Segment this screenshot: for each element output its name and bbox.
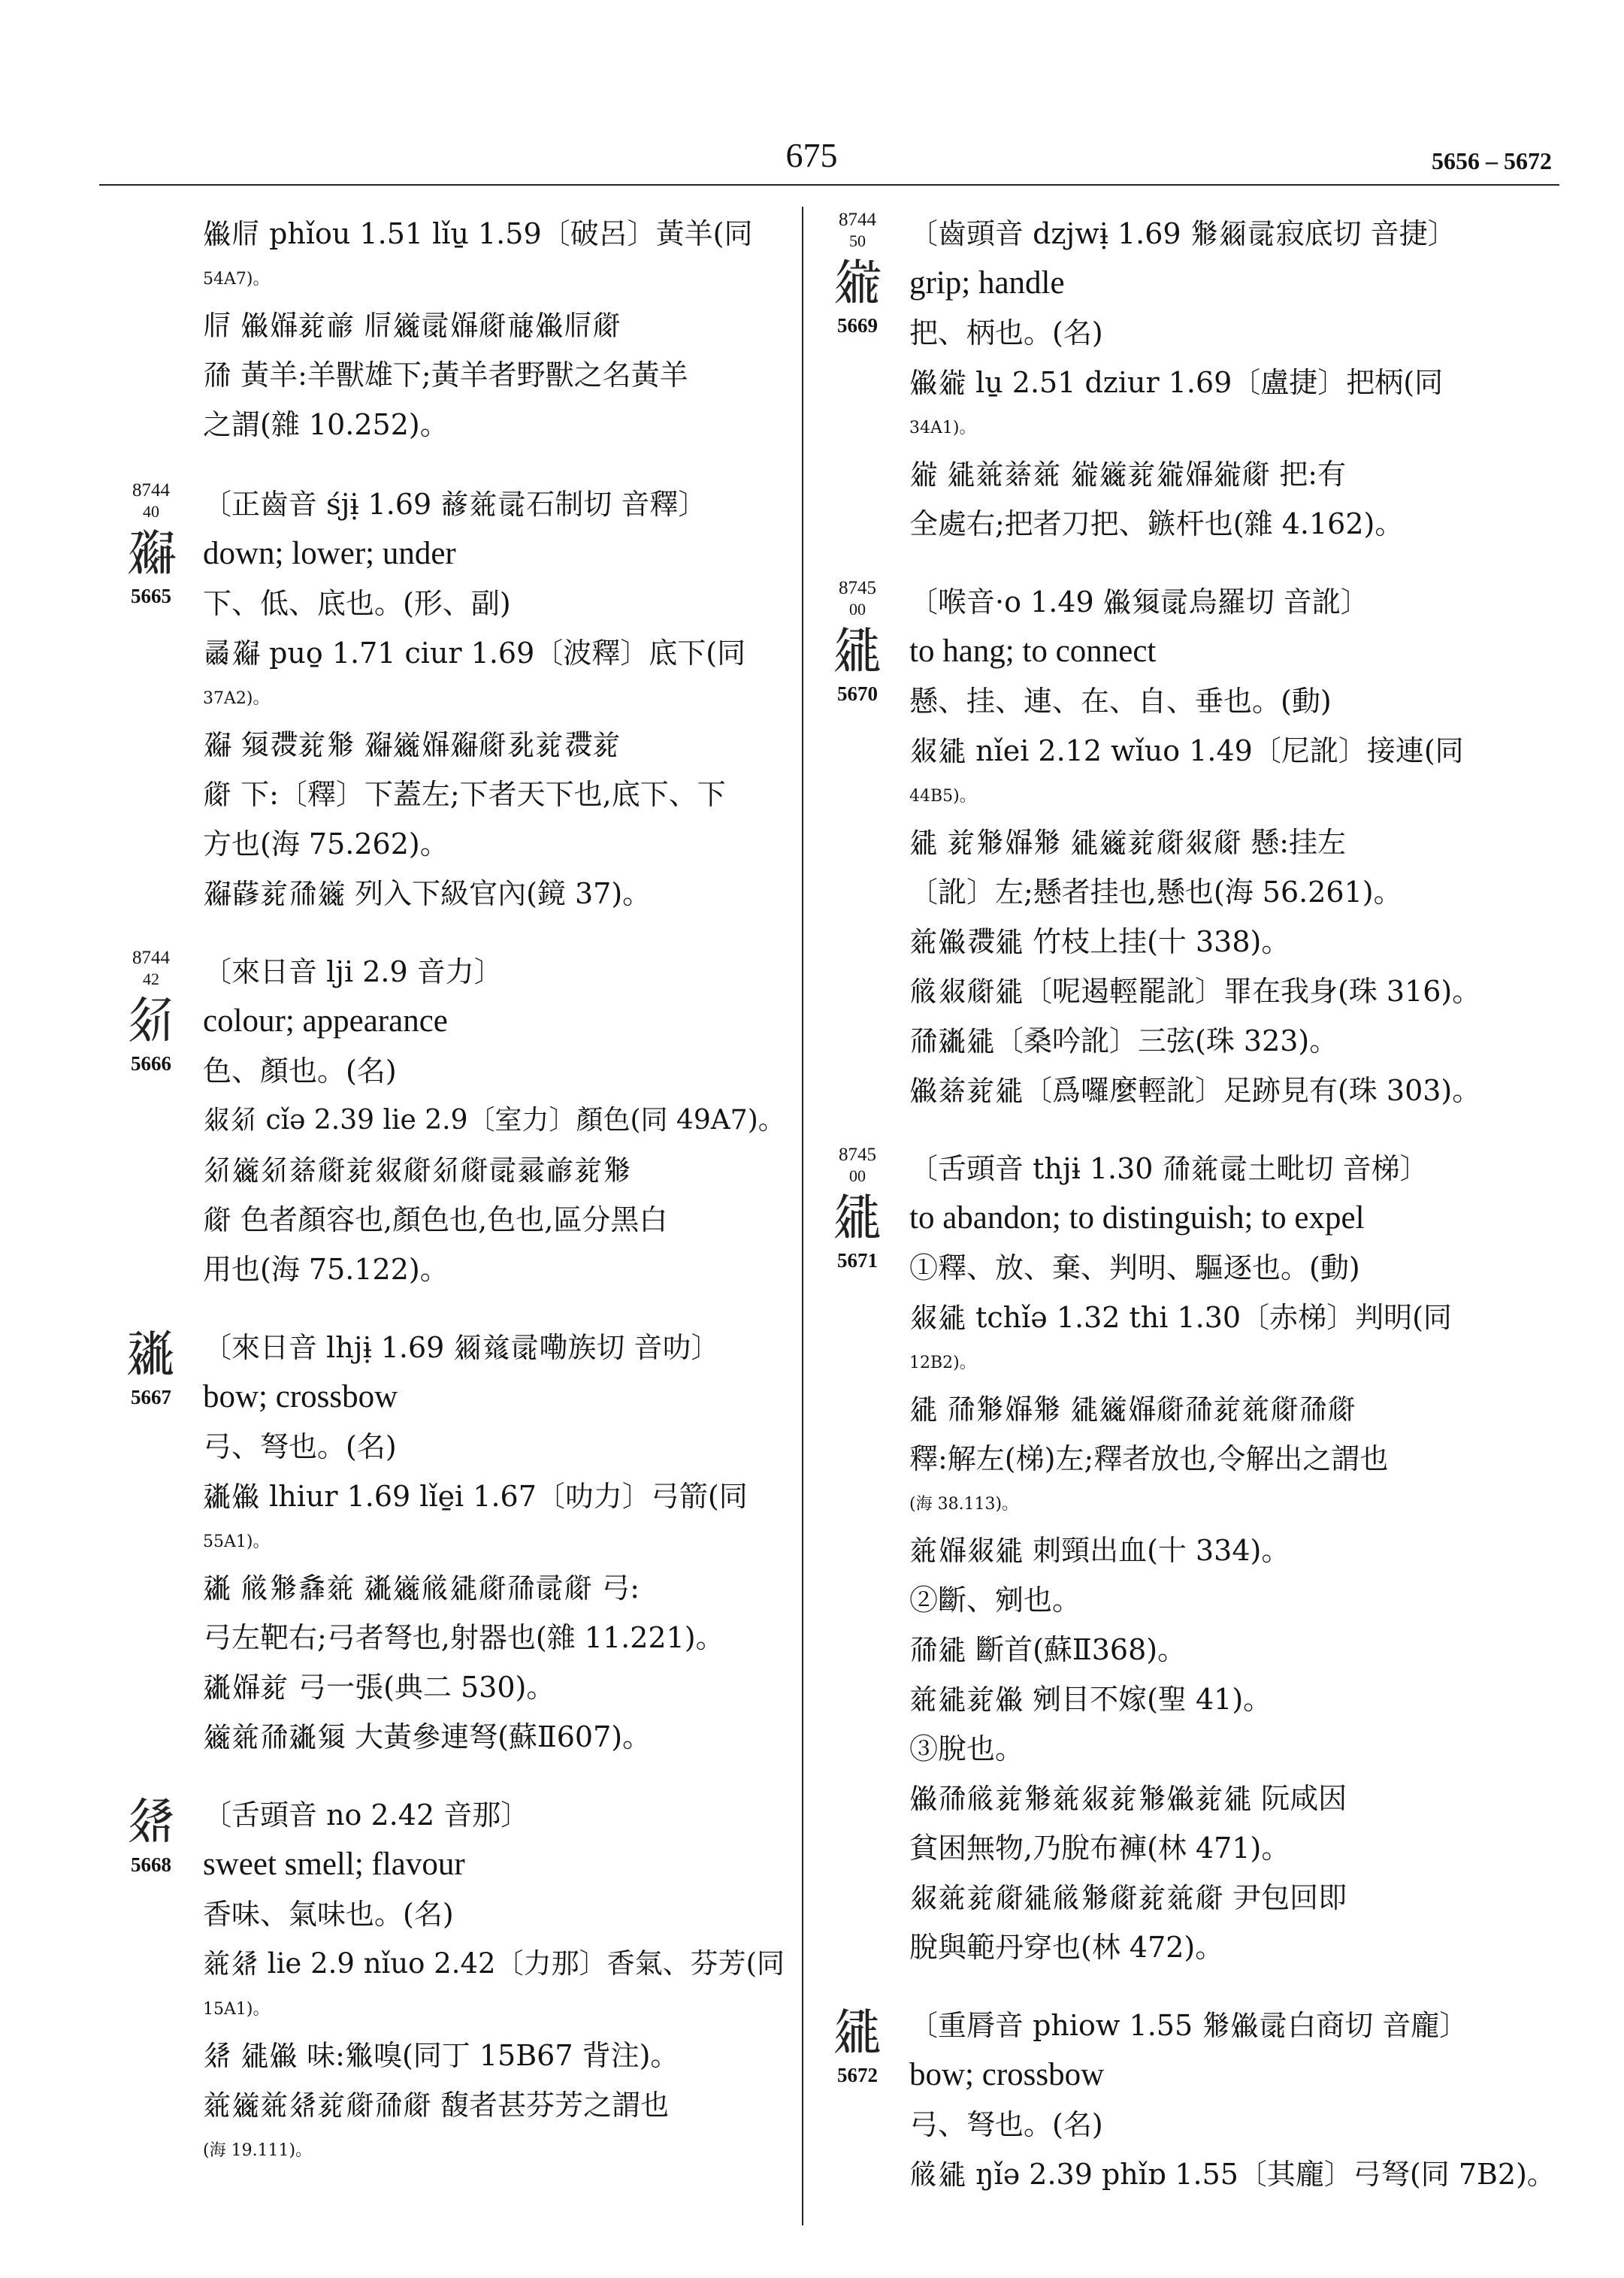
head-glyph: 𗨁 [833, 253, 882, 311]
entry-line: 𗗙𗧓 斷首(蘇Ⅱ368)。 [909, 1633, 1187, 1666]
entry-line: 把、柄也。(名) [909, 316, 1103, 349]
entry-gloss: bow; crossbow [909, 2057, 1105, 2092]
entry-line: 𗏅𗧓 ŋǐə 2.39 phǐɒ 1.55〔其龐〕弓弩(同 7B2)。 [909, 2158, 1556, 2191]
entry-line: 𗡶𗏹 lhiur 1.69 lǐe̱i 1.67〔叻力〕弓箭(同 [203, 1480, 748, 1513]
entry-line: 37A2)。 [203, 689, 270, 708]
entry-line: ①釋、放、棄、判明、驅逐也。(動) [909, 1251, 1360, 1284]
entry-line: 𗧓 𗗙𗊬𗏵𗊬 𗧓𗫂𗏵𗏆𗗙𗐱𗑾𗏆𗗙𗏆 [909, 1393, 1356, 1426]
entry-line: 𗰭𗘅 puo̱ 1.71 ciur 1.69〔波釋〕底下(同 [203, 637, 746, 670]
entry-line: 〔喉音·o 1.49 𗏹𗊪𗕑烏羅切 音訛〕 [909, 585, 1369, 619]
entry-line: 釋:解左(梯)左;釋者放也,令解出之謂也 [909, 1442, 1389, 1475]
entry-gloss: grip; handle [909, 265, 1065, 301]
entry-line: 54A7)。 [203, 270, 270, 289]
entry-line: 𗑾𗏵𗤒𗧓 刺頸出血(十 334)。 [909, 1534, 1290, 1567]
head-glyph: 𗧓 [833, 2003, 882, 2061]
entry-line: 44B5)。 [909, 787, 976, 806]
entry-line: 脫與範丹穿也(林 472)。 [909, 1931, 1224, 1964]
entry-line: 𗗙 黃羊:羊獸雄下;黃羊者野獸之名黃羊 [203, 358, 688, 392]
entry-line: 𗏆 色者顏容也,顏色也,色也,區分黑白 [203, 1203, 668, 1236]
head-glyph: 𗧓 [833, 1188, 882, 1246]
entry-line: 𗏹𗨁 lu̱ 2.51 dziur 1.69〔盧捷〕把柄(同 [909, 366, 1444, 399]
entry-number: 5666 [131, 1052, 171, 1075]
entry-number: 5670 [837, 682, 878, 705]
entry-gutter [110, 947, 192, 1075]
entry-ref-sub: 42 [143, 970, 159, 988]
head-glyph: 𗣉 [126, 1792, 176, 1850]
entry-line: 弓、弩也。(名) [909, 2108, 1103, 2141]
entry-number: 5665 [131, 585, 171, 607]
entry-gutter [110, 479, 192, 608]
entry-line: 𗏅𗤒𗏆𗧓〔呢遏輕罷訛〕罪在我身(珠 316)。 [909, 975, 1481, 1008]
entry-line: 12B2)。 [909, 1354, 976, 1372]
entry-line: 𗑾𗧓𗐱𗏹 剜目不嫁(聖 41)。 [909, 1683, 1272, 1716]
entry-line: 方也(海 75.262)。 [203, 827, 449, 861]
entry-ref-sub: 00 [849, 600, 866, 619]
entry-gloss: sweet smell; flavour [203, 1847, 465, 1882]
entry-gloss: colour; appearance [203, 1003, 448, 1039]
entry-line: 之謂(雜 10.252)。 [203, 408, 449, 441]
entry-ref-sub: 50 [849, 231, 866, 250]
entry-line: 〔舌頭音 thjɨ 1.30 𗗙𗑾𗕑土毗切 音梯〕 [909, 1152, 1429, 1185]
entry-line: (海 38.113)。 [909, 1495, 1019, 1514]
entry-line: 𗑾𗏹𗖯𗧓 竹枝上挂(十 338)。 [909, 925, 1290, 958]
entry-line: 𗏹𗄭 phǐou 1.51 lǐu̱ 1.59〔破呂〕黃羊(同 [203, 217, 753, 250]
entry-gutter [816, 2001, 899, 2087]
entry-ref: 8744 [839, 210, 876, 230]
entry-line: 𗄭 𗏹𗏵𗐱𗑗 𗄭𗫂𗕑𗏵𗏆𗑷𗏹𗄭𗏆 [203, 309, 621, 342]
entry-line: 〔舌頭音 no 2.42 音那〕 [203, 1799, 530, 1832]
entry-line: 15A1)。 [203, 2000, 270, 2019]
entry-line: 〔來日音 lji 2.9 音力〕 [203, 955, 503, 988]
entry-line: 𗏆 下:〔釋〕下蓋左;下者天下也,底下、下 [203, 778, 726, 811]
entry-number: 5667 [131, 1386, 171, 1408]
entry-line: 弓、弩也。(名) [203, 1430, 397, 1463]
head-glyph: 𗘅 [126, 524, 176, 582]
entry-line: 𗏹𗒇𗐱𗧓〔爲囉麼輕訛〕足跡見有(珠 303)。 [909, 1074, 1481, 1107]
entry-gloss: to abandon; to distinguish; to expel [909, 1200, 1365, 1236]
entry-number: 5671 [837, 1249, 878, 1272]
entry-line: 𗤒𗧓 nǐei 2.12 wǐuo 1.49〔尼訛〕接連(同 [909, 734, 1464, 767]
entry-line: 𗑾𗫂𗑾𗣉𗐱𗏆𗗙𗏆 馥者甚芬芳之謂也 [203, 2089, 670, 2122]
entry-line: 𗡶 𗏅𗊬𗐕𗑾 𗡶𗫂𗏅𗧓𗏆𗗙𗕑𗏆 弓: [203, 1572, 640, 1605]
entry-line: (海 19.111)。 [203, 2141, 313, 2160]
entry-line: 全處右;把者刀把、鏃杆也(雜 4.162)。 [909, 507, 1404, 540]
entry-line: 貧困無物,乃脫布褲(林 471)。 [909, 1832, 1290, 1865]
dictionary-entry [113, 1323, 789, 1762]
entry-ref-sub: 40 [143, 502, 159, 521]
entry-number: 5669 [837, 314, 878, 337]
entry-line: 𗘅𗛧𗐱𗗙𗫂 列入下級官內(鏡 37)。 [203, 877, 652, 910]
entry-line: ③脫也。 [909, 1732, 1024, 1765]
head-glyph: 𗡶 [126, 1325, 176, 1383]
entry-line: 𗏹𗗙𗏅𗐱𗊬𗑾𗤒𗐱𗊬𗏹𗐱𗧓 阮咸因 [909, 1782, 1347, 1815]
entry-line: 用也(海 75.122)。 [203, 1253, 449, 1286]
entry-line: 〔正齒音 śjɨ̣ 1.69 𗒘𗑾𗕑石制切 音釋〕 [203, 488, 707, 521]
entry-line: 𗑾𗣉 lie 2.9 nǐuo 2.42〔力那〕香氣、芬芳(同 [203, 1947, 785, 1980]
entry-line: 𗡶𗏵𗐱 弓一張(典二 530)。 [203, 1671, 555, 1704]
entry-line: 香味、氣味也。(名) [203, 1898, 454, 1931]
entry-line: 色、顏也。(名) [203, 1054, 397, 1088]
entry-gutter [816, 577, 899, 706]
entry-gutter [110, 1323, 192, 1409]
continuation-entry [113, 209, 789, 449]
entry-gutter [816, 209, 899, 337]
entry-line: 𗨁 𗧓𗑾𗒇𗑾 𗨁𗫂𗐱𗨁𗏵𗨁𗏆 把:有 [909, 458, 1347, 491]
header-rule [99, 184, 1559, 186]
entry-number: 5668 [131, 1853, 171, 1876]
entry-line: 𗤒𗢯 cǐə 2.39 lie 2.9〔室力〕顏色(同 49A7)。 [203, 1105, 785, 1136]
entry-line: 34A1)。 [909, 419, 976, 437]
head-glyph: 𗢯 [126, 991, 176, 1049]
entry-line: 下、低、底也。(形、副) [203, 587, 511, 620]
entry-ref: 8744 [132, 948, 170, 968]
entry-line: 𗧓 𗐱𗊬𗏵𗊬 𗧓𗫂𗐱𗏆𗤒𗏆 懸:挂左 [909, 826, 1347, 859]
entry-gutter [816, 1144, 899, 1272]
entry-gutter [110, 1790, 192, 1877]
left-column [113, 209, 789, 2201]
entry-line: 𗢯𗫂𗢯𗒇𗏆𗐱𗤒𗏆𗢯𗏆𗕑𗕥𗑗𗐱𗊬 [203, 1154, 632, 1187]
column-divider [802, 207, 803, 2225]
entry-ref-sub: 00 [849, 1166, 866, 1185]
head-glyph: 𗧓 [833, 622, 882, 679]
dictionary-entry [113, 1790, 789, 2172]
entry-line: 55A1)。 [203, 1532, 270, 1551]
dictionary-entry [113, 479, 789, 918]
dictionary-entry [819, 1144, 1571, 1972]
entry-ref: 8744 [132, 480, 170, 501]
dictionary-entry [819, 577, 1571, 1115]
entry-gloss: down; lower; under [203, 536, 456, 571]
entry-ref: 8745 [839, 578, 876, 598]
page-number: 675 [785, 136, 838, 174]
entry-line: 弓左靶右;弓者弩也,射器也(雜 11.221)。 [203, 1621, 724, 1654]
entry-line: 𗣉 𗧓𗏹 味:𗋰嗅(同丁 15B67 背注)。 [203, 2039, 679, 2072]
page-range: 5656 – 5672 [1432, 147, 1552, 174]
entry-line: 𗗙𗡶𗧓〔桑吟訛〕三弦(珠 323)。 [909, 1024, 1338, 1057]
entry-line: 懸、挂、連、在、自、垂也。(動) [909, 685, 1332, 718]
entry-line: ②斷、剜也。 [909, 1584, 1081, 1617]
entry-line: 𗤒𗑾𗐱𗏆𗧓𗏅𗊬𗏆𗐱𗑾𗏆 尹包回即 [909, 1881, 1347, 1914]
entry-line: 〔重脣音 phiow 1.55 𗊬𗏹𗕑白商切 音龐〕 [909, 2009, 1468, 2042]
entry-line: 〔齒頭音 dzjwɨ̣ 1.69 𗊬𗥃𗕑寂底切 音捷〕 [909, 217, 1456, 250]
entry-line: 〔訛〕左;懸者挂也,懸也(海 56.261)。 [909, 876, 1402, 909]
entry-line: 𗘅 𗊪𗖯𗐱𗊬 𗘅𗫂𗏵𗘅𗏆𗎘𗐱𗖯𗐱 [203, 728, 621, 761]
entry-line: 〔來日音 lhjɨ̣ 1.69 𗥃𗒛𗕑嘞族切 音叻〕 [203, 1331, 720, 1364]
entry-ref: 8745 [839, 1145, 876, 1165]
entry-gloss: to hang; to connect [909, 634, 1157, 669]
entry-number: 5672 [837, 2064, 878, 2086]
dictionary-entry [819, 209, 1571, 549]
right-column [819, 209, 1571, 2228]
dictionary-entry [113, 947, 789, 1294]
entry-line: 𗤒𗧓 tchǐə 1.32 thi 1.30〔赤梯〕判明(同 [909, 1301, 1452, 1334]
dictionary-entry [819, 2001, 1571, 2199]
entry-line: 𗫂𗑾𗗙𗡶𗊪 大黃參連弩(蘇Ⅱ607)。 [203, 1720, 652, 1753]
entry-gloss: bow; crossbow [203, 1379, 398, 1414]
